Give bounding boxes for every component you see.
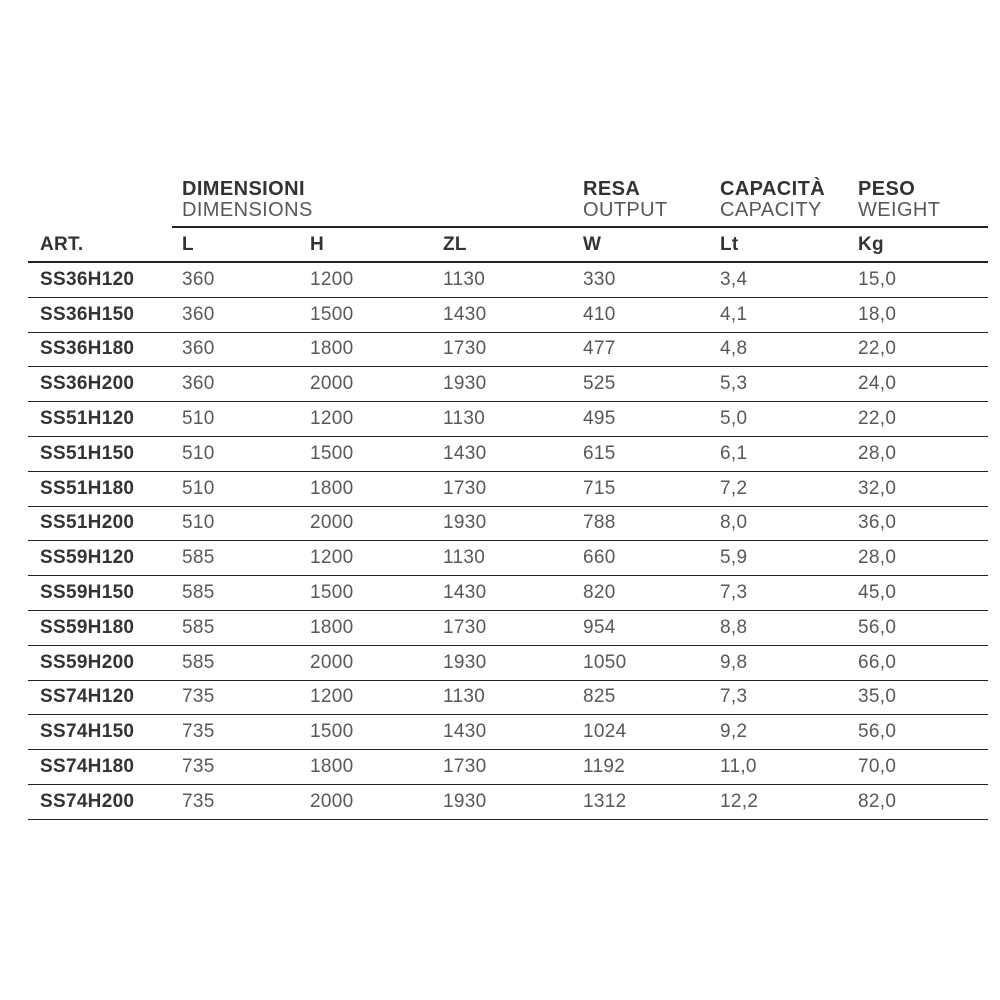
value-cell: 1130 [443,268,486,290]
value-cell: 1730 [443,616,487,638]
group-header-dimensions [182,178,583,228]
value-cell: 585 [182,582,215,604]
value-cell: 82,0 [858,790,897,812]
value-cell: 12,2 [720,790,759,812]
column-header-row [28,228,988,263]
group-title-capacita: CAPACITÀ [720,178,826,200]
value-cell: 477 [583,338,616,360]
article-code: SS36H200 [40,373,135,395]
value-cell: 1730 [443,338,487,360]
value-cell: 1430 [443,303,487,325]
table-row [28,472,988,507]
value-cell: 510 [182,442,215,464]
table-row [28,715,988,750]
group-header-capacity [720,178,858,228]
value-cell: 5,9 [720,547,748,569]
value-cell: 1130 [443,408,486,430]
value-cell: 360 [182,373,215,395]
value-cell: 735 [182,756,215,778]
article-code: SS74H120 [40,686,135,708]
article-code: SS74H150 [40,721,135,743]
value-cell: 1430 [443,582,487,604]
article-code: SS51H180 [40,477,135,499]
value-cell: 735 [182,686,215,708]
table-row [28,263,988,298]
value-cell: 360 [182,338,215,360]
value-cell: 5,0 [720,408,748,430]
value-cell: 32,0 [858,477,897,499]
value-cell: 28,0 [858,442,897,464]
table-row [28,576,988,611]
group-title-resa: RESA [583,178,641,200]
value-cell: 11,0 [720,756,757,778]
value-cell: 1200 [310,408,354,430]
value-cell: 2000 [310,651,354,673]
group-title-dimensioni: DIMENSIONI [182,178,305,200]
article-code: SS59H200 [40,651,135,673]
column-header-w: W [583,233,602,255]
value-cell: 495 [583,408,616,430]
value-cell: 6,1 [720,442,748,464]
value-cell: 18,0 [858,303,897,325]
value-cell: 510 [182,512,215,534]
value-cell: 1312 [583,790,627,812]
value-cell: 585 [182,547,215,569]
group-header-weight [858,178,988,228]
value-cell: 4,8 [720,338,748,360]
value-cell: 525 [583,373,616,395]
group-subtitle-capacity: CAPACITY [720,199,822,221]
value-cell: 15,0 [858,268,897,290]
column-header-zl: ZL [443,233,467,255]
value-cell: 1430 [443,721,487,743]
value-cell: 1730 [443,477,487,499]
table-row [28,681,988,716]
article-code: SS74H200 [40,790,135,812]
value-cell: 1200 [310,686,354,708]
value-cell: 9,8 [720,651,748,673]
value-cell: 56,0 [858,721,897,743]
value-cell: 735 [182,790,215,812]
group-title-peso: PESO [858,178,916,200]
value-cell: 1930 [443,790,487,812]
value-cell: 1800 [310,338,354,360]
value-cell: 820 [583,582,616,604]
group-subtitle-dimensions: DIMENSIONS [182,199,313,221]
article-code: SS36H180 [40,338,135,360]
article-code: SS59H120 [40,547,135,569]
value-cell: 788 [583,512,616,534]
value-cell: 615 [583,442,616,464]
table-row [28,333,988,368]
group-header-row [28,178,988,228]
article-code: SS59H150 [40,582,135,604]
table-row [28,541,988,576]
value-cell: 8,0 [720,512,748,534]
column-header-art: ART. [40,233,84,255]
table-row [28,367,988,402]
article-code: SS36H120 [40,268,135,290]
table-row [28,611,988,646]
value-cell: 45,0 [858,582,897,604]
value-cell: 1200 [310,547,354,569]
value-cell: 1200 [310,268,354,290]
value-cell: 28,0 [858,547,897,569]
value-cell: 70,0 [858,756,897,778]
value-cell: 1930 [443,373,487,395]
group-header-output [583,178,720,228]
value-cell: 7,2 [720,477,748,499]
value-cell: 22,0 [858,338,897,360]
value-cell: 8,8 [720,616,748,638]
value-cell: 1730 [443,756,487,778]
value-cell: 1130 [443,686,486,708]
value-cell: 1800 [310,756,354,778]
value-cell: 1500 [310,442,354,464]
column-header-h: H [310,233,325,255]
value-cell: 1800 [310,477,354,499]
value-cell: 1930 [443,512,487,534]
value-cell: 1130 [443,547,486,569]
value-cell: 825 [583,686,616,708]
value-cell: 9,2 [720,721,748,743]
value-cell: 36,0 [858,512,897,534]
value-cell: 1430 [443,442,487,464]
value-cell: 24,0 [858,373,897,395]
article-code: SS51H200 [40,512,135,534]
table-row [28,402,988,437]
table-row [28,298,988,333]
table-body [28,263,988,820]
article-code: SS59H180 [40,616,135,638]
value-cell: 3,4 [720,268,748,290]
value-cell: 1930 [443,651,487,673]
value-cell: 1024 [583,721,627,743]
value-cell: 7,3 [720,686,748,708]
article-code: SS36H150 [40,303,135,325]
value-cell: 715 [583,477,616,499]
table-row [28,437,988,472]
article-code: SS51H120 [40,408,135,430]
group-header-underline [172,226,988,228]
value-cell: 22,0 [858,408,897,430]
value-cell: 510 [182,477,215,499]
value-cell: 4,1 [720,303,748,325]
column-header-kg: Kg [858,233,884,255]
spec-table [28,178,988,820]
table-row [28,646,988,681]
value-cell: 330 [583,268,616,290]
value-cell: 56,0 [858,616,897,638]
value-cell: 735 [182,721,215,743]
value-cell: 2000 [310,512,354,534]
value-cell: 1050 [583,651,627,673]
table-row [28,785,988,820]
article-code: SS51H150 [40,442,135,464]
article-code: SS74H180 [40,756,135,778]
value-cell: 510 [182,408,215,430]
column-header-l: L [182,233,194,255]
value-cell: 410 [583,303,616,325]
value-cell: 35,0 [858,686,897,708]
value-cell: 585 [182,616,215,638]
value-cell: 7,3 [720,582,748,604]
value-cell: 1192 [583,756,626,778]
value-cell: 954 [583,616,616,638]
value-cell: 5,3 [720,373,748,395]
value-cell: 2000 [310,373,354,395]
value-cell: 360 [182,303,215,325]
value-cell: 66,0 [858,651,897,673]
group-subtitle-weight: WEIGHT [858,199,941,221]
value-cell: 660 [583,547,616,569]
value-cell: 1800 [310,616,354,638]
value-cell: 360 [182,268,215,290]
value-cell: 585 [182,651,215,673]
column-header-lt: Lt [720,233,739,255]
value-cell: 2000 [310,790,354,812]
table-row [28,750,988,785]
table-row [28,507,988,542]
value-cell: 1500 [310,721,354,743]
value-cell: 1500 [310,303,354,325]
group-subtitle-output: OUTPUT [583,199,668,221]
value-cell: 1500 [310,582,354,604]
